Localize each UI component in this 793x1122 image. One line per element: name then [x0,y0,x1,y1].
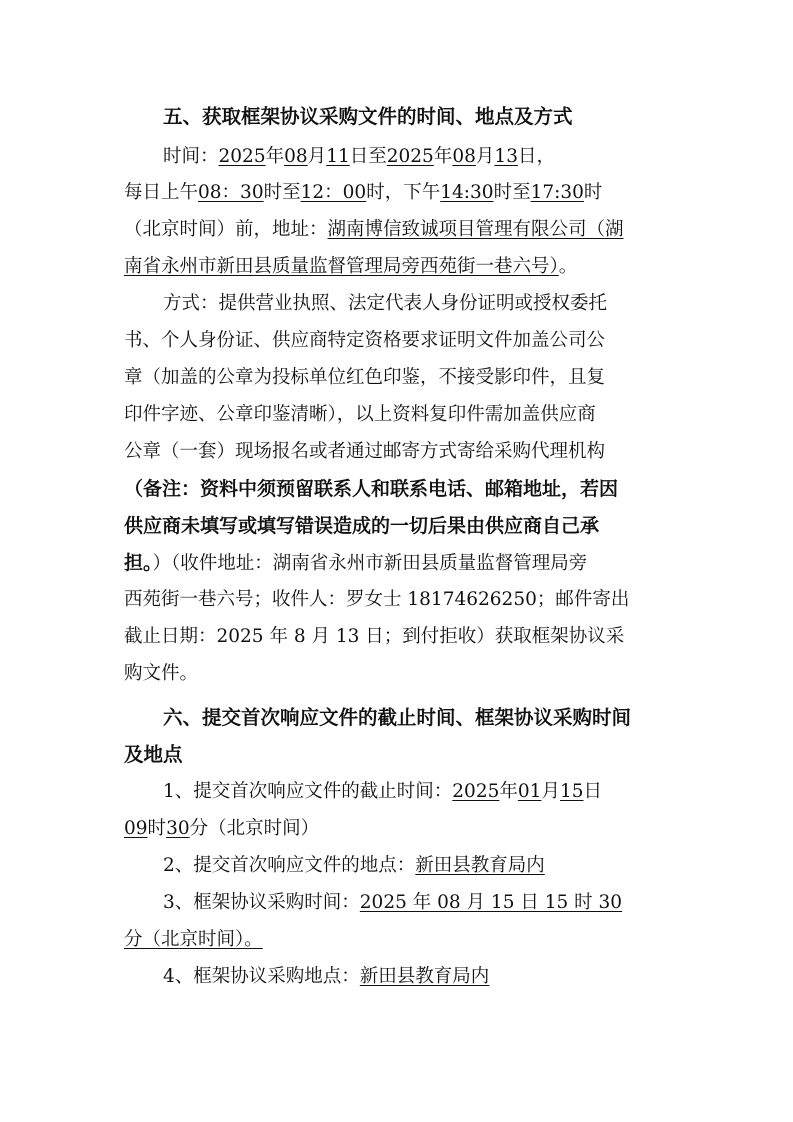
end-month: 08 [452,146,476,167]
start-day: 11 [326,146,350,167]
method-line-8 [124,550,587,576]
note-end: 担。 [124,552,153,574]
procurement-time: 2025 年 08 月 15 日 15 时 30 [359,892,623,913]
hour-unit: 时 [147,818,167,839]
item-3-line-1 [163,890,622,916]
submission-location: 新田县教育局内 [415,855,545,876]
pm-start-time: 14:30 [440,182,494,203]
address-part-2: 南省永州市新田县质量监督管理局旁西苑街一巷六号） [124,256,559,277]
method-line-3: 章（加盖的公章为投标单位红色印鉴，不接受影印件，且复 [124,367,606,388]
procurement-location: 新田县教育局内 [359,966,490,987]
deadline-hour: 09 [124,818,148,839]
method-line-5: 公章（一套）现场报名或者通过邮寄方式寄给采购代理机构 [124,441,606,462]
method-line-11: 购文件。 [124,663,199,684]
pm-mid: 时至 [493,182,531,203]
pm-tail: 时 [583,182,603,203]
day-unit: 日， [517,146,555,167]
am-start-time: 08：30 [198,182,264,203]
item-2-line [163,853,545,879]
am-end-time: 12：00 [300,182,367,203]
address-part-1: 湖南博信致诚项目管理有限公司（湖 [327,219,624,240]
note-line-2: 供应商未填写或填写错误造成的一切后果由供应商自己承 [124,515,600,537]
method-line-4: 印件字迹、公章印鉴清晰），以上资料复印件需加盖供应商 [124,404,596,425]
section-6-heading-line-1: 六、提交首次响应文件的截止时间、框架协议采购时间 [163,706,632,729]
month-unit: 月 [475,146,495,167]
daily-prefix: 每日上午 [124,182,199,203]
time-label: 时间： [163,146,219,167]
deadline-year: 2025 [452,781,500,802]
am-mid: 时至 [263,182,301,203]
method-line-9: 西苑街一巷六号；收件人：罗女士 18174626250；邮件寄出 [124,589,630,610]
deadline-month: 01 [517,781,542,802]
month-unit: 月 [541,781,560,802]
address-end: 。 [558,256,578,277]
item-1-line-2 [124,816,319,842]
procurement-time-tz: 分（北京时间）。 [124,929,263,950]
day-unit: 日 [583,781,603,802]
item-4-line [163,964,489,990]
year-unit: 年 [433,146,453,167]
deadline-minute: 30 [166,818,190,839]
item-1-line-1 [163,779,602,805]
time-range-line [163,144,555,170]
method-line-10: 截止日期：2025 年 8 月 13 日；到付拒收）获取框架协议采 [124,626,625,647]
method-line-2: 书、个人身份证、供应商特定资格要求证明文件加盖公司公 [124,330,606,351]
item-1-prefix: 1、提交首次响应文件的截止时间： [163,781,453,802]
receiving-address-start: ）（收件地址：湖南省永州市新田县质量监督管理局旁 [152,553,588,574]
item-3-prefix: 3、框架协议采购时间： [163,892,360,913]
note-line-1: （备注：资料中须预留联系人和联系电话、邮箱地址，若因 [124,478,619,500]
address-line-2 [124,254,577,280]
address-label: （北京时间）前，地址： [124,219,328,240]
start-month: 08 [284,146,308,167]
deadline-day: 15 [559,781,584,802]
start-year: 2025 [218,146,266,167]
day-unit: 日至 [349,146,387,167]
end-year: 2025 [386,146,434,167]
section-5-heading: 五、获取框架协议采购文件的时间、地点及方式 [163,105,573,128]
method-line-1: 方式：提供营业执照、法定代表人身份证明或授权委托 [163,293,608,314]
item-2-prefix: 2、提交首次响应文件的地点： [163,855,416,876]
item-4-prefix: 4、框架协议采购地点： [163,966,360,987]
daily-hours-line [124,180,602,206]
year-unit: 年 [265,146,285,167]
address-line-1 [124,217,624,243]
pm-end-time: 17:30 [530,182,584,203]
year-unit: 年 [499,781,518,802]
end-day: 13 [494,146,518,167]
item-3-line-2 [124,927,263,953]
section-6-heading-line-2: 及地点 [124,743,183,766]
month-unit: 月 [307,146,327,167]
minute-unit: 分（北京时间） [189,818,320,839]
am-tail: 时，下午 [366,182,441,203]
